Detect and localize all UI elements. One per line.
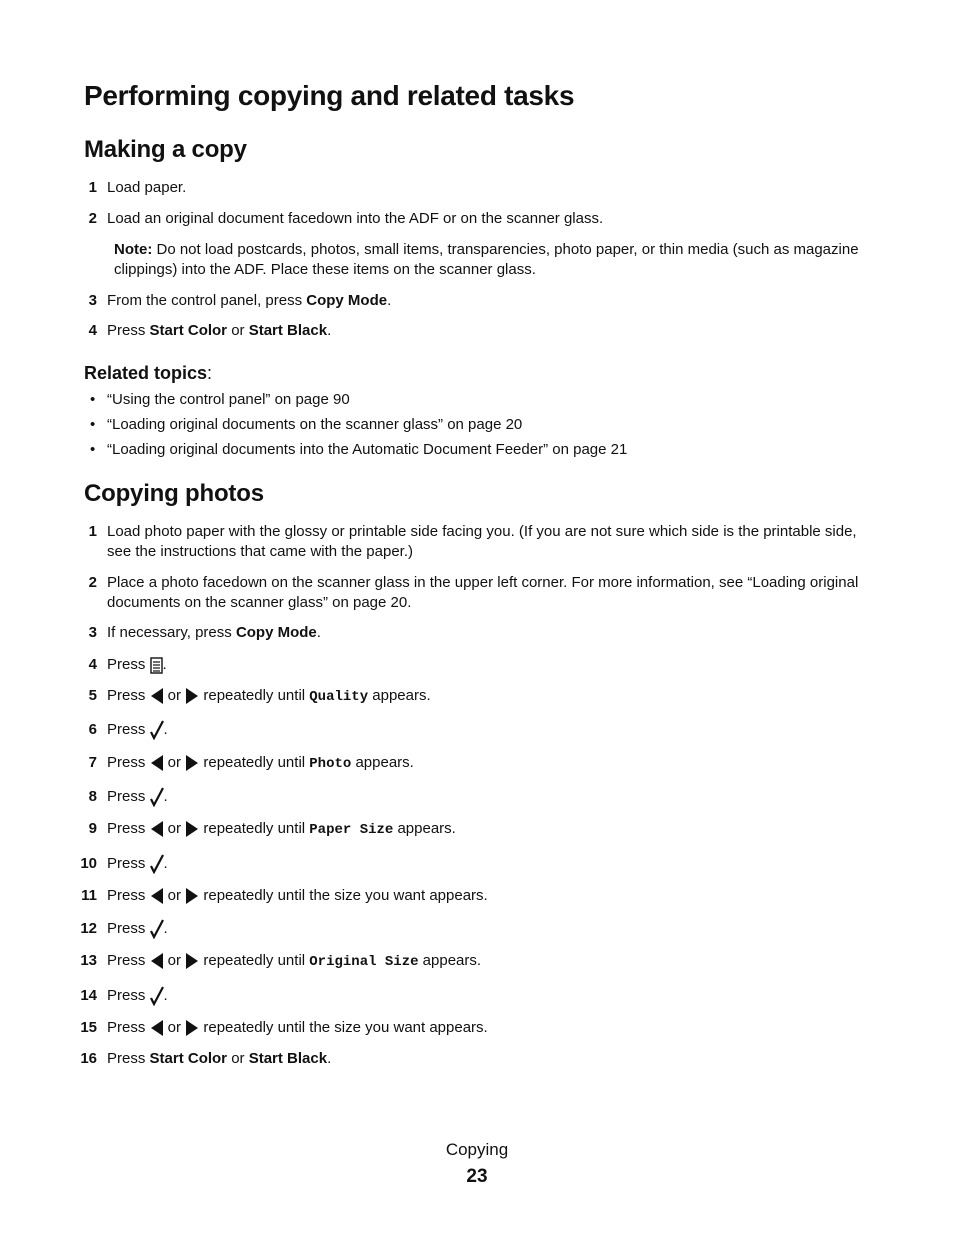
start-color-button-label: Start Color: [149, 322, 228, 339]
copy-mode-button-label: Copy Mode: [306, 292, 388, 309]
step-number: 4: [88, 656, 97, 673]
right-arrow-icon: [185, 821, 199, 837]
left-arrow-icon: [150, 821, 164, 837]
copying-photos-heading: Copying photos: [84, 480, 264, 507]
step-number: 5: [88, 687, 97, 704]
step-number: 3: [88, 292, 97, 309]
right-arrow-icon: [185, 688, 199, 704]
bullet-icon: •: [90, 441, 96, 458]
left-arrow-icon: [150, 688, 164, 704]
page-number: 23: [466, 1166, 488, 1187]
select-checkmark-icon: [150, 854, 164, 874]
left-arrow-icon: [150, 953, 164, 969]
step-text: .: [316, 624, 321, 641]
select-checkmark-icon: [150, 787, 164, 807]
bullet-icon: •: [90, 391, 96, 408]
step-number: 1: [88, 523, 97, 540]
step-text: .: [387, 292, 392, 309]
adf-note: [114, 240, 874, 280]
select-checkmark-icon: [150, 986, 164, 1006]
select-checkmark-icon: [150, 919, 164, 939]
left-arrow-icon: [150, 888, 164, 904]
start-color-button-label: Start Color: [149, 1050, 228, 1067]
step-number: 12: [80, 920, 97, 937]
left-arrow-icon: [150, 1020, 164, 1036]
step-number: 11: [81, 887, 97, 904]
step-number: 3: [88, 624, 97, 641]
start-black-button-label: Start Black: [248, 1050, 328, 1067]
page-title: Performing copying and related tasks: [84, 80, 575, 111]
step-number: 1: [88, 179, 97, 196]
bullet-icon: •: [90, 416, 96, 433]
step-text: Load an original document facedown into the ADF or on the scanner glass.: [107, 210, 604, 227]
step-number: 6: [88, 721, 97, 738]
step-number: 13: [80, 952, 97, 969]
display-text: Photo: [309, 756, 352, 772]
step-number: 7: [88, 754, 97, 771]
left-arrow-icon: [150, 755, 164, 771]
step-text: From the control panel, press: [107, 292, 307, 309]
right-arrow-icon: [185, 888, 199, 904]
display-text: Original Size: [309, 954, 419, 970]
step-number: 14: [80, 987, 97, 1004]
note-text: Do not load postcards, photos, small items, transparencies, photo paper, or thin media (such as magazine clippings) into the ADF. Place these items on the scanner glass.: [114, 241, 859, 278]
step-text: Load photo paper with the glossy or printable side facing you. (If you are not sure which side is the printable side, see the instructions that came with the paper.): [107, 523, 857, 560]
step-text: .: [327, 322, 332, 339]
select-checkmark-icon: [150, 720, 164, 740]
step-text: or: [227, 322, 249, 339]
step-number: 10: [80, 855, 97, 872]
making-copy-heading: Making a copy: [84, 136, 247, 163]
manual-page: Performing copying and related tasks Making a copy 1 Load paper. 2 Load an original document facedown into the ADF or on the scanner glass. Note: Do not load postcards, photos, small items, transparencies, photo paper, or thin media (such as magazine clippings) into the ADF. Place these items on the scanner glass. 3 From the control panel, press Copy Mode. 4 Press Start Color or Start Black. Related topics: • “Using the control panel” on page 90 • “Loading original documents on the scanner glass” on page 20 • “Loading original documents into the Automatic Document Feeder” on page 21 Copying photos 1 Load photo paper with the glossy or printable side facing you. (If you are not sure which side is the printable side, see the instructions that came with the paper.) 2 Place a photo facedown on the scanner glass in the upper left corner. For more information, see “Loading original documents on the scanner glass” on page 20. 3 If necessary, press Copy Mode. 4 Press . 5 Press or repeatedly until Quality appears. 6 Press . 7 Press or repeatedly until Photo appears. 8 Press . 9 Press or repeatedly until Paper Size appears. 10 Press . 11 Press or repeatedly until the size you want appears. 12 Press . 13 Press or repeatedly until Original Size appears. 14 Press . 15 Press or repeatedly until the size you want appears. 16 Press Start Color or Start Black. Copying 23: [0, 0, 954, 1235]
step-text: Place a photo facedown on the scanner glass in the upper left corner. For more information, see “Loading original documents on the scanner glass” on page 20.: [107, 574, 859, 611]
step-number: 8: [88, 788, 97, 805]
note-label: Note:: [114, 241, 153, 258]
related-topics-heading: Related topics:: [84, 363, 213, 383]
step-number: 2: [88, 210, 97, 227]
step-text: Load paper.: [107, 179, 187, 196]
step-text: Press: [107, 322, 150, 339]
step-text: If necessary, press: [107, 624, 236, 641]
step-number: 16: [80, 1050, 97, 1067]
start-black-button-label: Start Black: [248, 322, 328, 339]
menu-icon: [150, 657, 163, 674]
step-number: 15: [80, 1019, 97, 1036]
display-text: Paper Size: [309, 822, 394, 838]
step-number: 2: [88, 574, 97, 591]
step-number: 9: [88, 820, 97, 837]
copy-mode-button-label: Copy Mode: [235, 624, 317, 641]
step-number: 4: [88, 322, 97, 339]
right-arrow-icon: [185, 755, 199, 771]
right-arrow-icon: [185, 1020, 199, 1036]
right-arrow-icon: [185, 953, 199, 969]
display-text: Quality: [309, 689, 369, 705]
footer-section-name: Copying: [445, 1140, 509, 1159]
